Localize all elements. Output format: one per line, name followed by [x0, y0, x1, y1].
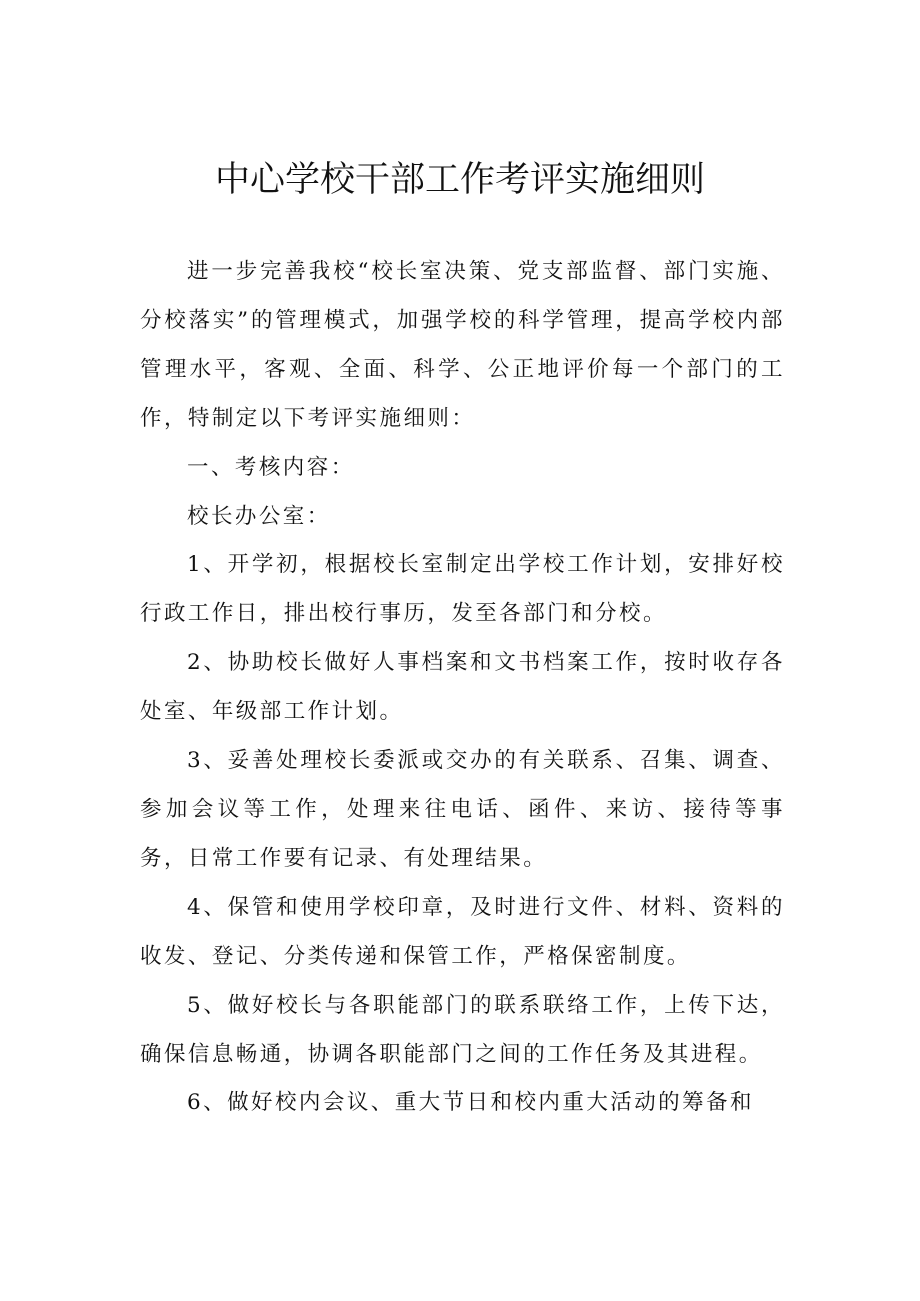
document-title: 中心学校干部工作考评实施细则 [214, 160, 705, 200]
list-item-6: 6、做好校内会议、重大节日和校内重大活动的筹备和 [187, 1090, 754, 1116]
list-item-2: 2、协助校长做好人事档案和文书档案工作，按时收存各处室、年级部工作计划。 [140, 650, 785, 725]
section-heading-assessment-content: 一、考核内容： [187, 454, 355, 480]
document-body [140, 248, 785, 1128]
subsection-heading-principal-office: 校长办公室： [187, 503, 331, 529]
list-item-1: 1、开学初，根据校长室制定出学校工作计划，安排好校行政工作日，排出校行事历，发至各部门和分校。 [140, 552, 785, 627]
intro-paragraph: 进一步完善我校“校长室决策、党支部监督、部门实施、分校落实”的管理模式，加强学校的科学管理，提高学校内部管理水平，客观、全面、科学、公正地评价每一个部门的工作，特制定以下考评实施细则： [140, 259, 785, 431]
list-item-3: 3、妥善处理校长委派或交办的有关联系、召集、调查、参加会议等工作，处理来往电话、函件、来访、接待等事务，日常工作要有记录、有处理结果。 [140, 748, 785, 871]
list-item-5: 5、做好校长与各职能部门的联系联络工作，上传下达，确保信息畅通，协调各职能部门之间的工作任务及其进程。 [140, 992, 785, 1067]
list-item-4: 4、保管和使用学校印章，及时进行文件、材料、资料的收发、登记、分类传递和保管工作，严格保密制度。 [140, 894, 785, 969]
